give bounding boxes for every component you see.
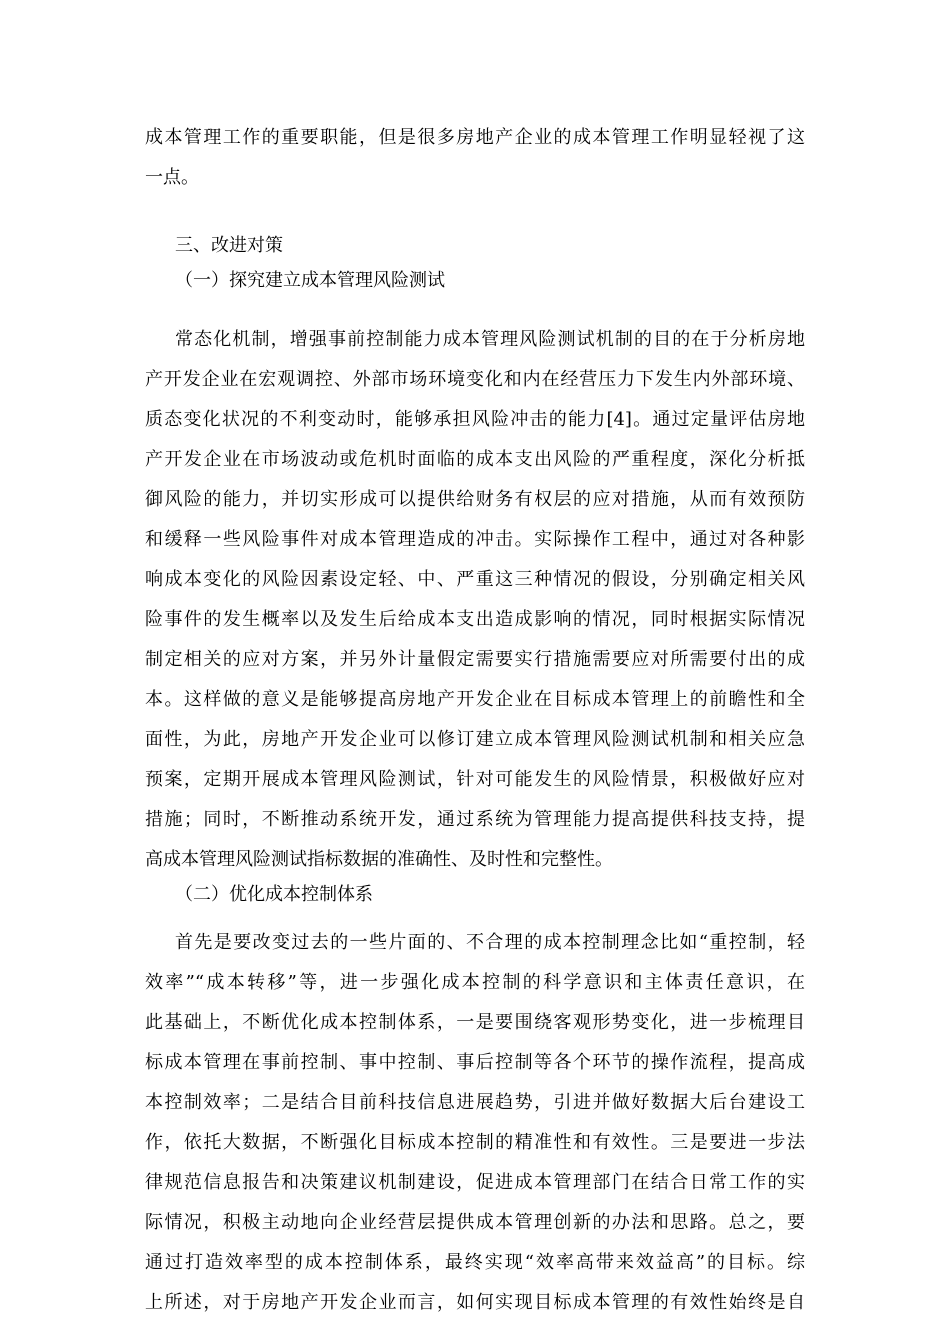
paragraph-line: 首先是要改变过去的一些片面的、不合理的成本控制理念比如“重控制，轻 [175,932,805,953]
paragraph-line: 高成本管理风险测试指标数据的准确性、及时性和完整性。 [145,849,613,870]
paragraph-line: 一点。 [145,167,199,188]
paragraph-line: 上所述，对于房地产开发企业而言，如何实现目标成本管理的有效性始终是自 [145,1292,805,1313]
paragraph-line: 面性，为此，房地产开发企业可以修订建立成本管理风险测试机制和相关应急 [145,729,805,750]
paragraph-line: 成本管理工作的重要职能，但是很多房地产企业的成本管理工作明显轻视了这 [145,127,805,148]
paragraph-line: 响成本变化的风险因素设定轻、中、严重这三种情况的假设，分别确定相关风 [145,569,805,590]
paragraph-line: 效率”“成本转移”等，进一步强化成本控制的科学意识和主体责任意识，在 [145,972,805,993]
paragraph-line: 产开发企业在市场波动或危机时面临的成本支出风险的严重程度，深化分析抵 [145,449,805,470]
paragraph-line: 标成本管理在事前控制、事中控制、事后控制等各个环节的操作流程，提高成 [145,1052,805,1073]
paragraph-line: 际情况，积极主动地向企业经营层提供成本管理创新的办法和思路。总之，要 [145,1212,805,1233]
paragraph-line: 险事件的发生概率以及发生后给成本支出造成影响的情况，同时根据实际情况 [145,609,805,630]
subsection-heading: （二）优化成本控制体系 [175,884,373,905]
paragraph-line: 产开发企业在宏观调控、外部市场环境变化和内在经营压力下发生内外部环境、 [145,369,805,390]
paragraph-line: 预案，定期开展成本管理风险测试，针对可能发生的风险情景，积极做好应对 [145,769,805,790]
paragraph-line: 本。这样做的意义是能够提高房地产开发企业在目标成本管理上的前瞻性和全 [145,689,805,710]
paragraph-line: 和缓释一些风险事件对成本管理造成的冲击。实际操作工程中，通过对各种影 [145,529,805,550]
paragraph-line: 御风险的能力，并切实形成可以提供给财务有权层的应对措施，从而有效预防 [145,489,805,510]
subsection-heading: （一）探究建立成本管理风险测试 [175,270,445,291]
paragraph-line: 常态化机制，增强事前控制能力成本管理风险测试机制的目的在于分析房地 [175,329,805,350]
paragraph-line: 制定相关的应对方案，并另外计量假定需要实行措施需要应对所需要付出的成 [145,649,805,670]
section-heading: 三、改进对策 [175,235,283,256]
paragraph-line: 质态变化状况的不利变动时，能够承担风险冲击的能力[4]。通过定量评估房地 [145,409,805,430]
paragraph-line: 措施；同时，不断推动系统开发，通过系统为管理能力提高提供科技支持，提 [145,809,805,830]
paragraph-line: 通过打造效率型的成本控制体系，最终实现“效率高带来效益高”的目标。综 [145,1252,805,1273]
paragraph-line: 作，依托大数据，不断强化目标成本控制的精准性和有效性。三是要进一步法 [145,1132,805,1153]
paragraph-line: 本控制效率；二是结合目前科技信息进展趋势，引进并做好数据大后台建设工 [145,1092,805,1113]
paragraph-line: 律规范信息报告和决策建议机制建设，促进成本管理部门在结合日常工作的实 [145,1172,805,1193]
paragraph-line: 此基础上，不断优化成本控制体系，一是要围绕客观形势变化，进一步梳理目 [145,1012,805,1033]
